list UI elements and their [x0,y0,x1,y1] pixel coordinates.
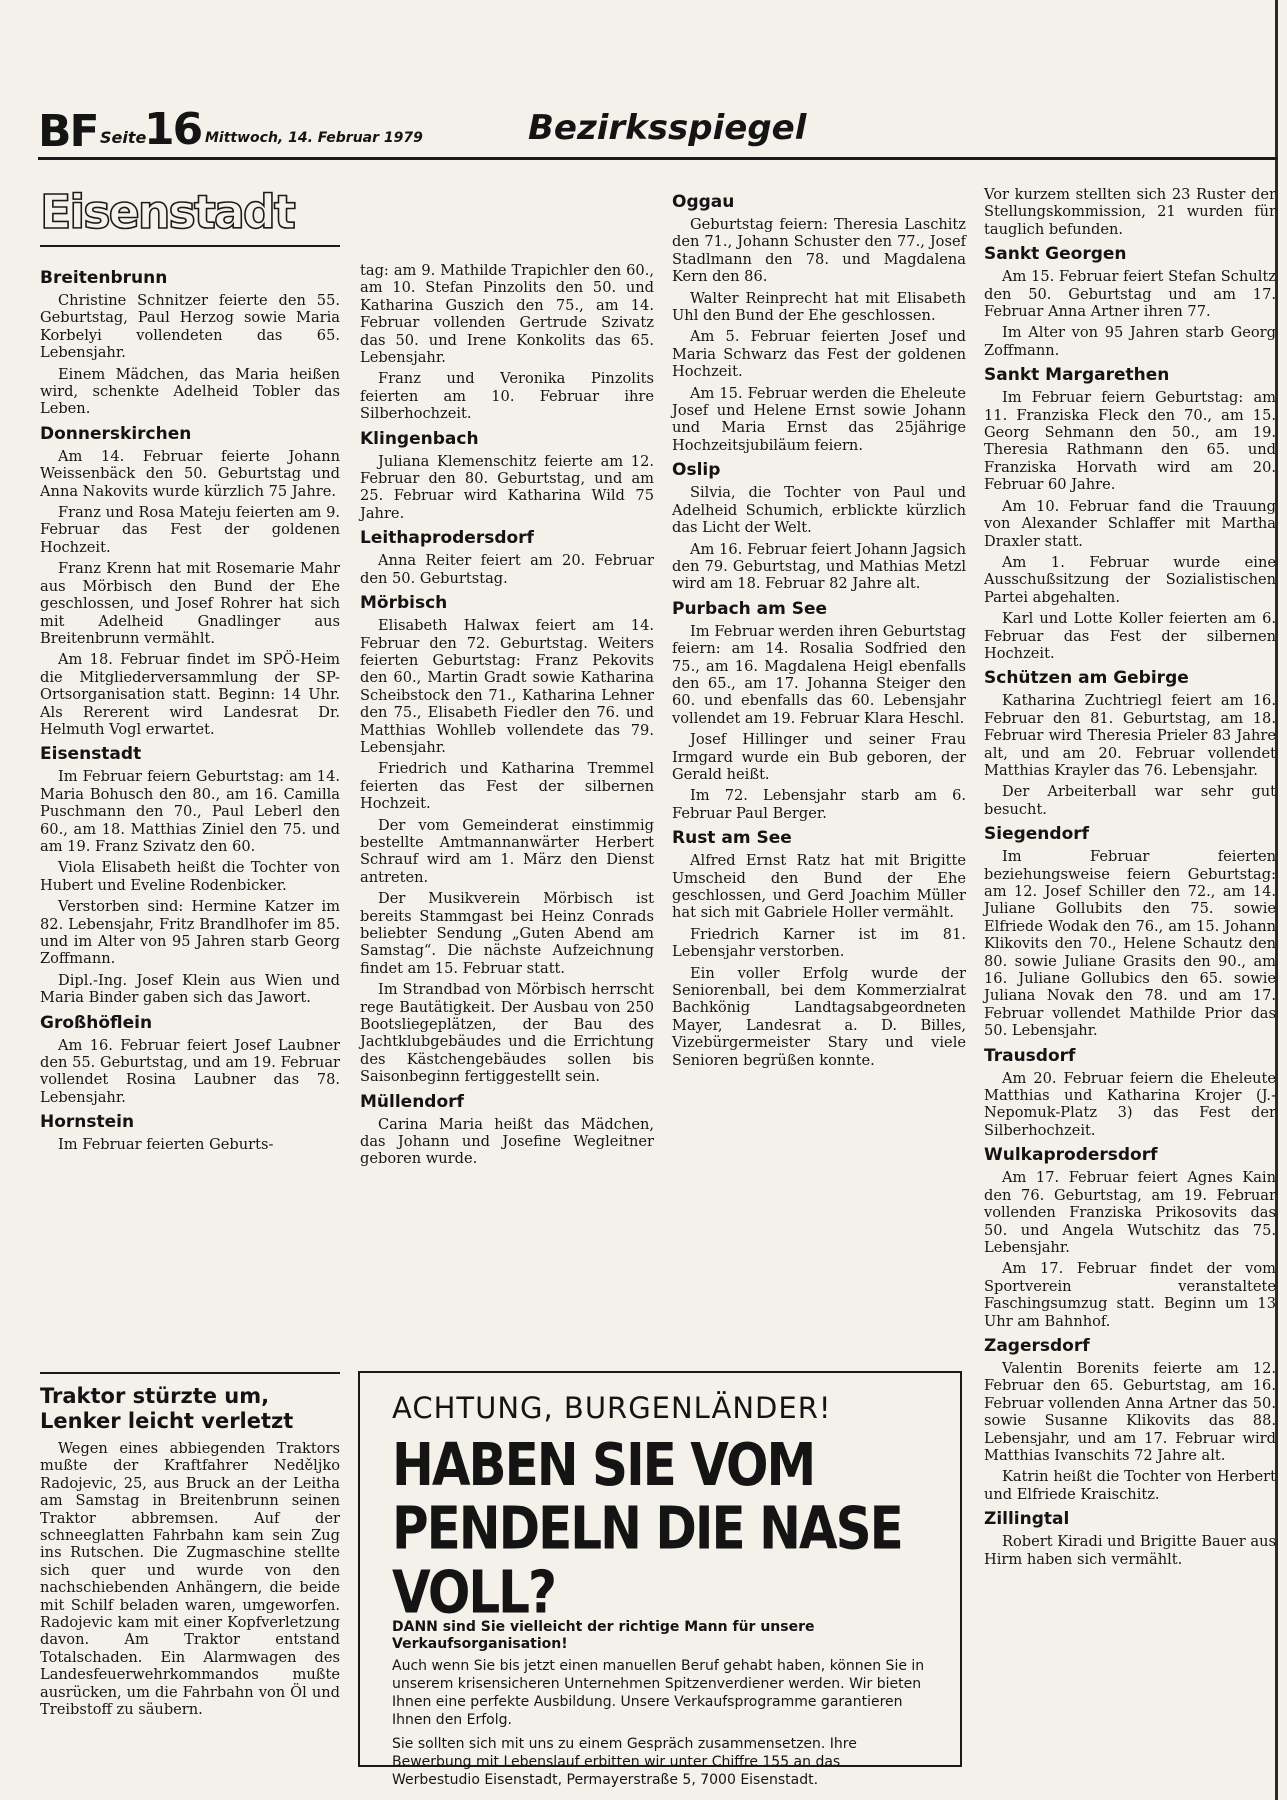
news-paragraph: Am 18. Februar findet im SPÖ-Heim die Mitgliederversammlung der SP-Ortsorganisation statt. Beginn: 14 Uhr. Als Rererent wird Landesrat Dr. Helmuth Vogl erwartet. [40,651,340,738]
news-paragraph: Am 10. Februar fand die Trauung von Alexander Schlaffer mit Martha Draxler statt. [984,497,1276,550]
place-heading: Breitenbrunn [40,268,168,288]
news-paragraph: Friedrich und Katharina Tremmel feierten das Fest der silbernen Hochzeit. [360,760,654,813]
place-heading: Siegendorf [984,824,1090,845]
news-paragraph: Katrin heißt die Tochter von Herbert und Elfriede Kraischitz. [984,1468,1276,1503]
town-title: Eisenstadt [40,185,294,239]
news-paragraph: Am 15. Februar werden die Eheleute Josef und Helene Ernst sowie Johann und Maria Ernst das 25jährige Hochzeitsjubiläum feiern. [672,384,966,454]
place-heading: Oggau [672,192,735,212]
news-paragraph: Verstorben sind: Hermine Katzer im 82. Lebensjahr, Fritz Brandlhofer im 85. und im Alter von 95 Jahren starb Georg Zoffmann. [40,898,340,968]
news-paragraph: Im Februar feiern Geburtstag: am 11. Franziska Fleck den 70., am 15. Georg Sehmann den 50., am 19. Theresia Rathmann den 65. und Franziska Horvath wird am 20. Februar 60 Jahre. [984,389,1276,494]
page-number: 16 [144,104,202,155]
issue-date: Mittwoch, 14. Februar 1979 [205,130,423,146]
article-rule [40,1372,340,1374]
news-paragraph: Im 72. Lebensjahr starb am 6. Februar Paul Berger. [672,787,966,822]
news-paragraph: Josef Hillinger und seiner Frau Irmgard wurde ein Bub geboren, der Gerald heißt. [672,731,966,783]
article-headline: Traktor stürzte um, Lenker leicht verletzt [40,1384,294,1433]
news-paragraph: Einem Mädchen, das Maria heißen wird, schenkte Adelheid Tobler das Leben. [40,365,340,418]
place-heading: Leithaprodersdorf [360,528,534,549]
news-paragraph: Am 5. Februar feierten Josef und Maria Schwarz das Fest der goldenen Hochzeit. [672,328,966,381]
place-heading: Donnerskirchen [40,423,192,444]
place-heading: Sankt Georgen [984,244,1127,265]
news-paragraph: Franz und Veronika Pinzolits feierten am 10. Februar ihre Silberhochzeit. [360,370,654,423]
news-paragraph: Im Februar feierten Geburts- [58,1136,274,1154]
news-paragraph: Viola Elisabeth heißt die Tochter von Hubert und Eveline Rodenbicker. [40,859,340,894]
news-paragraph: Am 17. Februar findet der vom Sportverein veranstaltete Faschingsumzug statt. Beginn um 13 Uhr am Bahnhof. [984,1260,1276,1330]
news-paragraph: Walter Reinprecht hat mit Elisabeth Uhl den Bund der Ehe geschlossen. [672,289,966,325]
newspaper-logo: BF [38,106,98,157]
column-4 [984,186,1276,1572]
place-heading: Oslip [672,460,721,481]
place-heading: Purbach am See [672,598,828,619]
news-paragraph: tag: am 9. Mathilde Trapichler den 60., am 10. Stefan Pinzolits den 50. und Katharina Guszich den 75., am 14. Februar vollenden Gertrude Szivatz das 50. und Irene Konkolits das 65. Lebensjahr. [360,262,654,367]
column-1 [40,262,340,1158]
news-paragraph: Elisabeth Halwax feiert am 14. Februar den 72. Geburtstag. Weiters feierten Geburtstag: Franz Pekovits den 60., Martin Gradt sowie Katharina Scheibstock den 71., Katharina Lehner den 75., Elisabeth Fiedler den 76. und Matthias Wohlleb vollendete das 79. Lebensjahr. [360,617,654,756]
place-heading: Schützen am Gebirge [984,668,1189,689]
header-rule [38,157,1278,160]
news-paragraph: Im Alter von 95 Jahren starb Georg Zoffmann. [984,324,1276,359]
news-paragraph: Der Arbeiterball war sehr gut besucht. [984,783,1276,818]
news-paragraph: Im Februar feiern Geburtstag: am 14. Maria Bohusch den 80., am 16. Camilla Puschmann den 70., Paul Leberl den 60., am 18. Matthias Ziniel den 75. und am 19. Franz Szivatz den 60. [40,768,340,855]
place-heading: Eisenstadt [40,744,142,765]
place-heading: Mörbisch [360,593,448,614]
news-paragraph: Am 16. Februar feiert Josef Laubner den 55. Geburtstag, und am 19. Februar vollendet Rosina Laubner das 78. Lebensjahr. [40,1036,340,1106]
place-heading: Trausdorf [984,1045,1076,1066]
news-paragraph: Im Strandbad von Mörbisch herrscht rege Bautätigkeit. Der Ausbau von 250 Bootsliegeplätzen, der Bau des Jachtklubgebäudes und die Errichtung des Kästchengebäudes sollen bis Saisonbeginn fertiggestellt sein. [360,981,654,1086]
news-paragraph: Carina Maria heißt das Mädchen, das Johann und Josefine Wegleitner geboren wurde. [360,1115,654,1168]
page-label: Seite [100,128,147,147]
news-paragraph: Ein voller Erfolg wurde der Seniorenball, bei dem Kommerzialrat Bachkönig Landtagsabgeordneten Mayer, Landesrat a. D. Billes, Vizebürgermeister Stary und viele Senioren begrüßen konnte. [672,964,966,1069]
place-heading: Müllendorf [360,1091,464,1112]
column-3 [672,186,966,1073]
article-body: Wegen eines abbiegenden Traktors mußte der Kraftfahrer Neděljko Radojevic, 25, aus Bruck an der Leitha am Samstag in Breitenbrunn seinen Traktor abbremsen. Auf der schneeglatten Fahrbahn kam sein Zug ins Rutschen. Die Zugmaschine stellte sich quer und wurde von den nachschiebenden Anhängern, die beide mit Schilf beladen waren, umgeworfen. Radojevic kam mit einer Kopfverletzung davon. Am Traktor entstand Totalschaden. Ein Alarmwagen des Landesfeuerwehrkommandos mußte ausrücken, um die Fahrbahn von Öl und Treibstoff zu säubern. [40,1440,340,1719]
place-heading: Zagersdorf [984,1335,1090,1356]
news-paragraph: Valentin Borenits feierte am 12. Februar den 65. Geburtstag, am 16. Februar vollenden Anna Artner das 50. sowie Susanne Klikovits das 88. Lebensjahr, und am 17. Februar wird Matthias Ivanschits 72 Jahre alt. [984,1359,1276,1464]
news-paragraph: Vor kurzem stellten sich 23 Ruster der Stellungskommission, 21 wurden für tauglich befunden. [984,186,1276,238]
news-paragraph: Karl und Lotte Koller feierten am 6. Februar das Fest der silbernen Hochzeit. [984,610,1276,662]
news-paragraph: Im Februar werden ihren Geburtstag feiern: am 14. Rosalia Sodfried den 75., am 16. Magdalena Heigl ebenfalls den 65., am 17. Johanna Steiger den 60. und ebenfalls das 60. Lebensjahr vollendet am 19. Februar Klara Heschl. [672,622,966,727]
column-2 [360,262,654,1172]
ad-kicker: ACHTUNG, BURGENLÄNDER! [392,1391,832,1425]
news-paragraph: Christine Schnitzer feierte den 55. Geburtstag, Paul Herzog sowie Maria Korbelyi vollendeten das 65. Lebensjahr. [40,292,340,362]
place-heading: Hornstein [40,1112,135,1133]
job-advertisement [358,1371,962,1788]
news-paragraph: Silvia, die Tochter von Paul und Adelheid Schumich, erblickte kürzlich das Licht der Welt. [672,484,966,537]
news-paragraph: Im Februar feierten beziehungsweise feiern Geburtstag: am 12. Josef Schiller den 72., am 14. Juliane Gollubits den 75. sowie Elfriede Wodak den 76., am 15. Johann Klikovits den 70., Helene Schautz den 80. sowie Juliane Grasits den 90., am 16. Juliane Gollubics den 65. sowie Juliana Novak den 78. und am 17. Februar vollendet Mathilde Prior das 50. Lebensjahr. [984,848,1276,1040]
news-paragraph: Der vom Gemeinderat einstimmig bestellte Amtmannanwärter Herbert Schrauf wird am 1. März den Dienst antreten. [360,816,654,886]
news-paragraph: Am 15. Februar feiert Stefan Schultz den 50. Geburtstag und am 17. Februar Anna Artner ihren 77. [984,268,1276,321]
news-paragraph: Katharina Zuchtriegl feiert am 16. Februar den 81. Geburtstag, am 18. Februar wird Theresia Prieler 83 Jahre alt, und am 20. Februar vollendet Matthias Krayler das 76. Lebensjahr. [984,692,1276,779]
place-heading: Klingenbach [360,428,479,449]
place-heading: Rust am See [672,828,792,849]
news-article [40,1370,340,1723]
ad-lead: DANN sind Sie vielleicht der richtige Mann für unsere Verkaufsorganisation! [392,1619,815,1652]
place-heading: Wulkaprodersdorf [984,1145,1158,1166]
news-paragraph: Juliana Klemenschitz feierte am 12. Februar den 80. Geburtstag, und am 25. Februar wird Katharina Wild 75 Jahre. [360,452,654,522]
news-paragraph: Dipl.-Ing. Josef Klein aus Wien und Maria Binder gaben sich das Jawort. [40,971,340,1007]
ad-body: Auch wenn Sie bis jetzt einen manuellen Beruf gehabt haben, können Sie in unserem krisensicheren Unternehmen Spitzenverdiener werden. Wir bieten Ihnen eine perfekte Ausbildung. Unsere Verkaufsprogramme garantieren Ihnen den Erfolg. [392,1658,925,1728]
news-paragraph: Am 1. Februar wurde eine Ausschußsitzung der Sozialistischen Partei abgehalten. [984,553,1276,606]
news-paragraph: Franz und Rosa Mateju feierten am 9. Februar das Fest der goldenen Hochzeit. [40,504,340,556]
news-paragraph: Der Musikverein Mörbisch ist bereits Stammgast bei Heinz Conrads beliebter Sendung „Guten Abend am Samstag“. Die nächste Aufzeichnung findet am 15. Februar statt. [360,890,654,977]
news-paragraph: Robert Kiradi und Brigitte Bauer aus Hirm haben sich vermählt. [984,1533,1276,1568]
section-title: Bezirksspiegel [528,108,807,148]
place-heading: Zillingtal [984,1509,1070,1530]
news-paragraph: Am 17. Februar feiert Agnes Kain den 76. Geburtstag, am 19. Februar vollenden Franziska Prikosovits das 50. und Angela Wutschitz das 75. Lebensjahr. [984,1169,1276,1256]
news-paragraph: Am 16. Februar feiert Johann Jagsich den 79. Geburtstag, und Mathias Metzl wird am 18. Februar 82 Jahre alt. [672,540,966,593]
news-paragraph: Friedrich Karner ist im 81. Lebensjahr verstorben. [672,925,966,961]
town-title-rule [40,245,340,247]
news-paragraph: Am 14. Februar feierte Johann Weissenbäck den 50. Geburtstag und Anna Nakovits wurde kürzlich 75 Jahre. [40,447,340,500]
news-paragraph: Anna Reiter feiert am 20. Februar den 50. Geburtstag. [360,552,654,587]
news-paragraph: Alfred Ernst Ratz hat mit Brigitte Umscheid den Bund der Ehe geschlossen, und Gerd Joachim Müller hat sich mit Gabriele Holler vermählt. [672,852,966,922]
news-paragraph: Franz Krenn hat mit Rosemarie Mahr aus Mörbisch den Bund der Ehe geschlossen, und Josef Rohrer hat sich mit Adelheid Gnadlinger aus Breitenbrunn vermählt. [40,560,340,647]
place-heading: Sankt Margarethen [984,365,1170,386]
news-paragraph: Am 20. Februar feiern die Eheleute Matthias und Katharina Krojer (J.-Nepomuk-Platz 3) das Fest der Silberhochzeit. [984,1069,1276,1139]
place-heading: Großhöflein [40,1012,153,1033]
news-paragraph: Geburtstag feiern: Theresia Laschitz den 71., Johann Schuster den 77., Josef Stadlmann den 78. und Magdalena Kern den 86. [672,216,966,286]
ad-headline: HABEN SIE VOM PENDELN DIE NASE VOLL? [392,1430,902,1627]
ad-contact: Sie sollten sich mit uns zu einem Gespräch zusammensetzen. Ihre Bewerbung mit Lebenslauf erbitten wir unter Chiffre 155 an das Werbestudio Eisenstadt, Permayerstraße 5, 7000 Eisenstadt. [392,1736,857,1788]
